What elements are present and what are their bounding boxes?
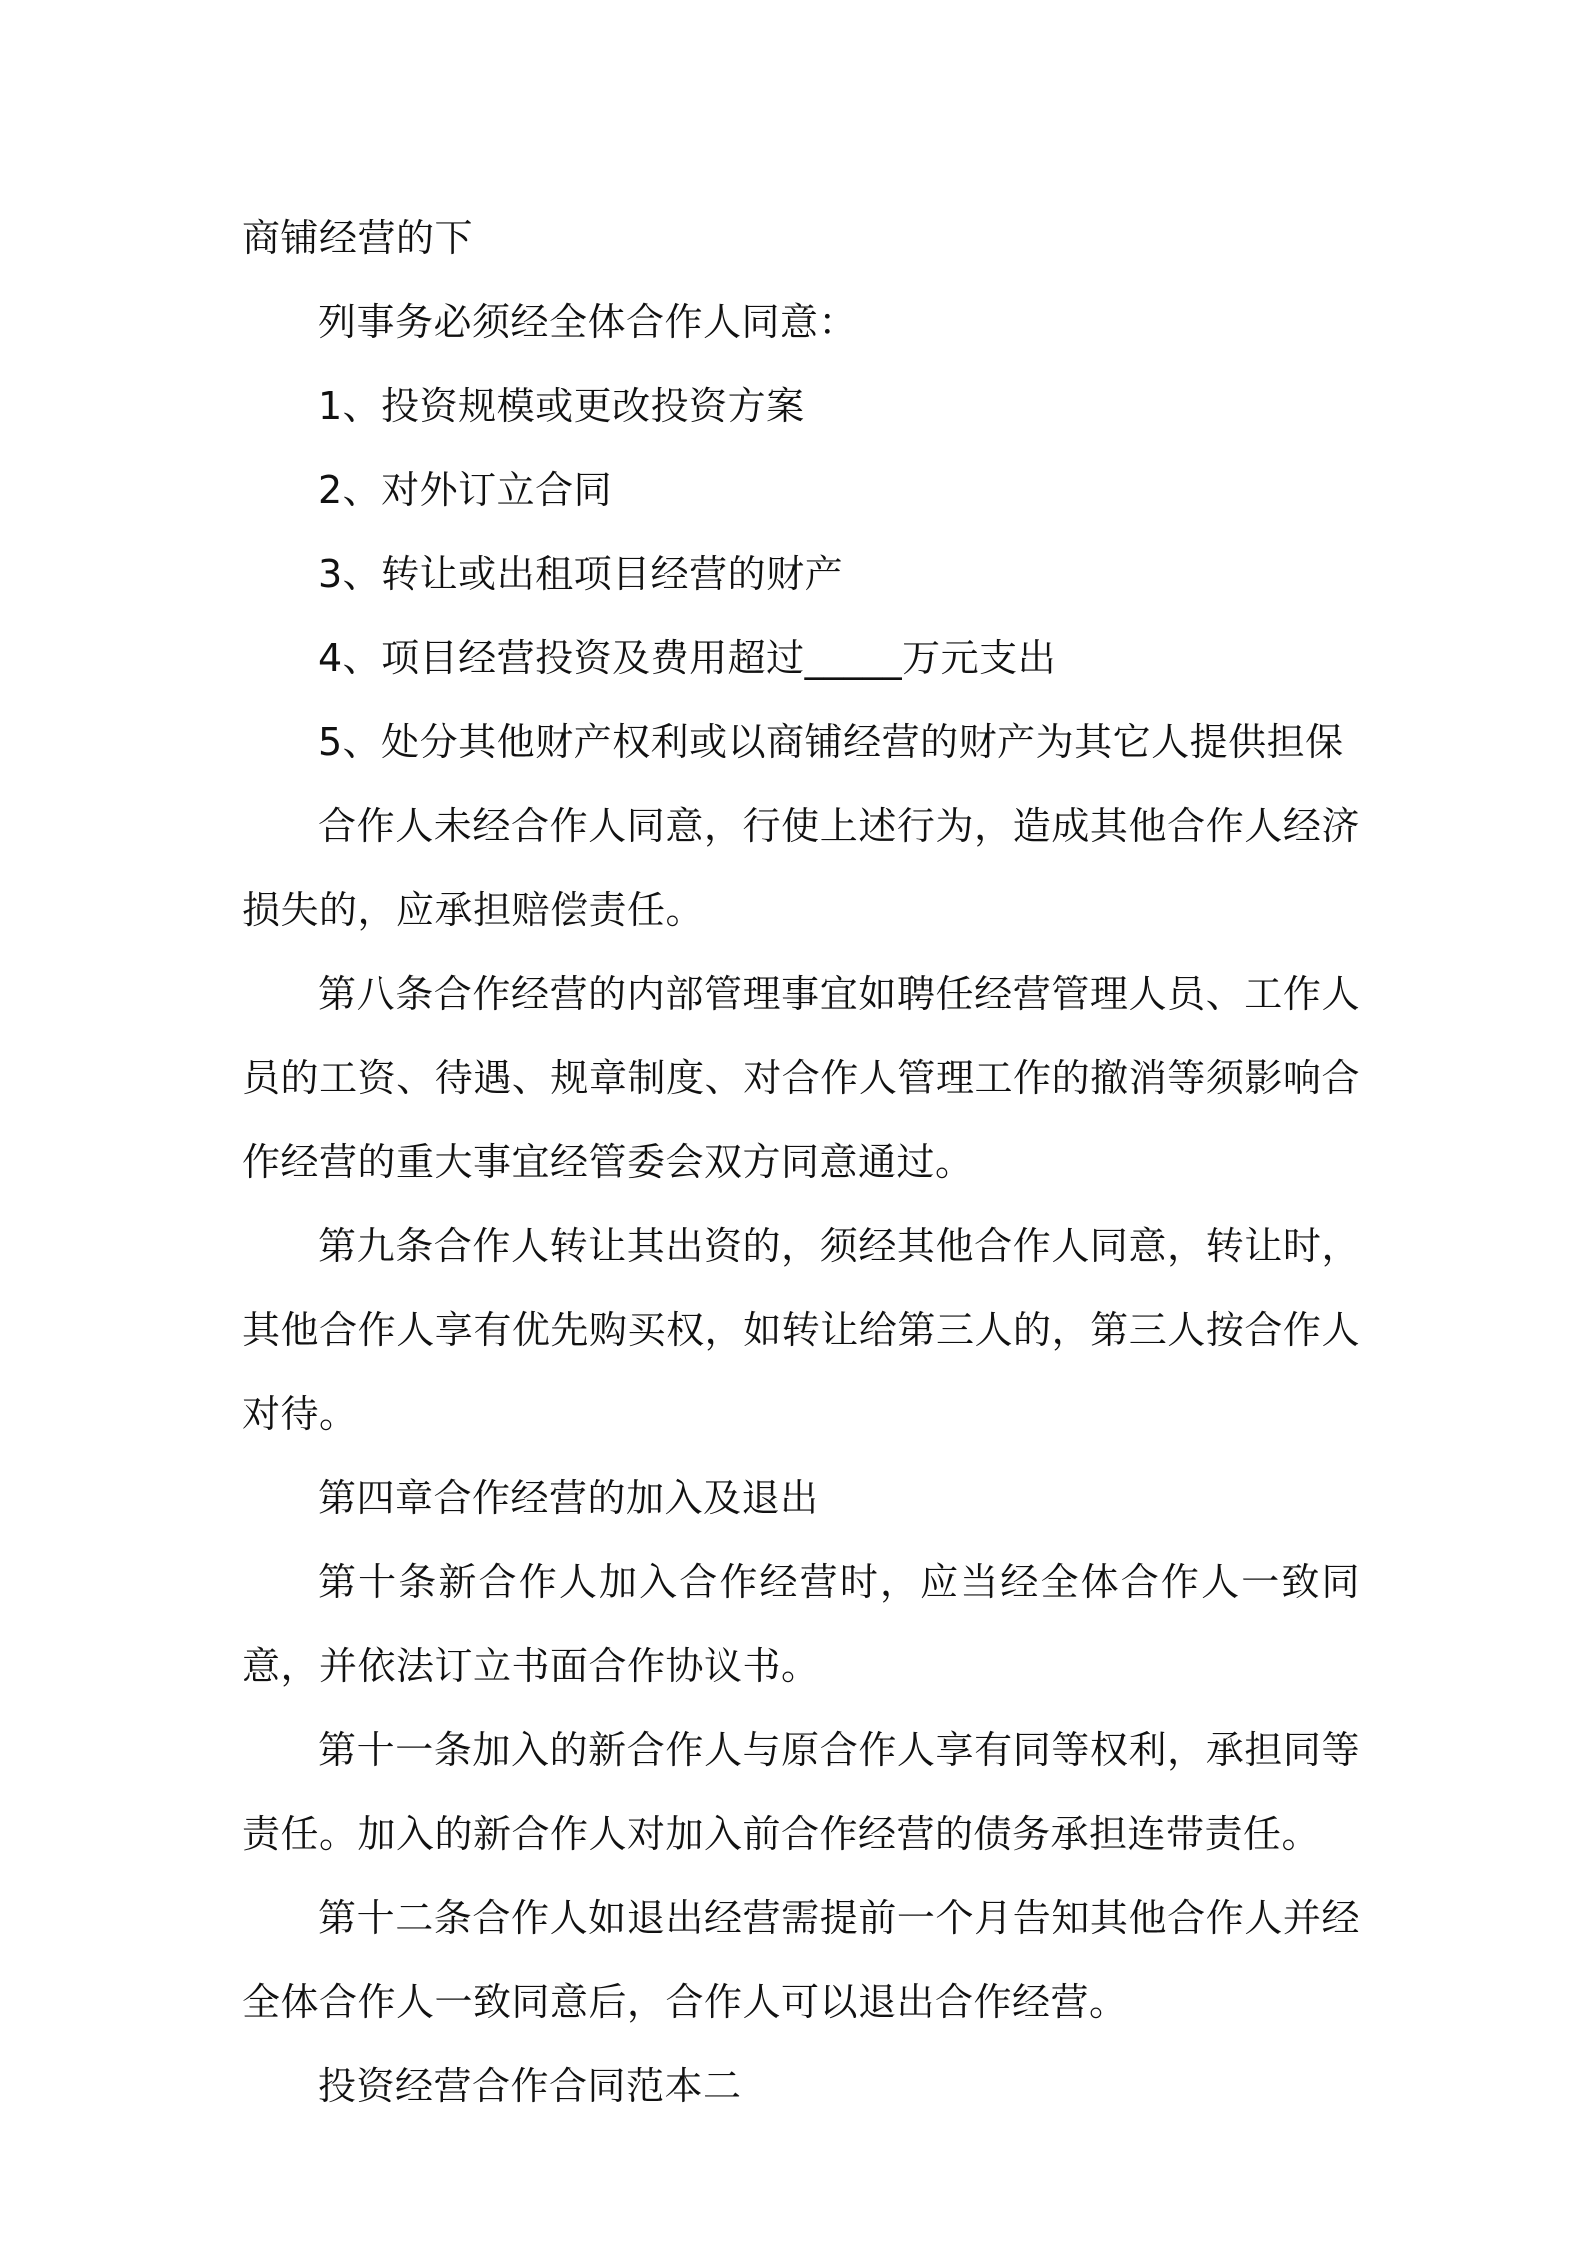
list-item-5: 5、处分其他财产权利或以商铺经营的财产为其它人提供担保 <box>318 720 1344 764</box>
list-item-1: 1、投资规模或更改投资方案 <box>318 384 805 428</box>
paragraph-continuation: 商铺经营的下 <box>242 216 474 260</box>
template-2-heading: 投资经营合作合同范本二 <box>318 2064 742 2108</box>
list-item-2: 2、对外订立合同 <box>318 468 613 512</box>
article-9: 第九条合作人转让其出资的，须经其他合作人同意，转让时，其他合作人享有优先购买权，如转让给第三人的，第三人按合作人对待。 <box>242 1224 1360 1436</box>
list-item-3: 3、转让或出租项目经营的财产 <box>318 552 844 596</box>
article-12: 第十二条合作人如退出经营需提前一个月告知其他合作人并经全体合作人一致同意后，合作人可以退出合作经营。 <box>242 1896 1360 2024</box>
document-body <box>242 196 1360 2128</box>
article-8: 第八条合作经营的内部管理事宜如聘任经营管理人员、工作人员的工资、待遇、规章制度、对合作人管理工作的撤消等须影响合作经营的重大事宜经管委会双方同意通过。 <box>242 972 1360 1184</box>
list-item-4: 4、项目经营投资及费用超过_____万元支出 <box>318 636 1057 680</box>
paragraph-liability: 合作人未经合作人同意，行使上述行为，造成其他合作人经济损失的，应承担赔偿责任。 <box>242 804 1360 932</box>
chapter-4-heading: 第四章合作经营的加入及退出 <box>318 1476 819 1520</box>
paragraph-matters-intro: 列事务必须经全体合作人同意： <box>318 300 858 344</box>
article-11: 第十一条加入的新合作人与原合作人享有同等权利，承担同等责任。加入的新合作人对加入前合作经营的债务承担连带责任。 <box>242 1728 1360 1856</box>
article-10: 第十条新合作人加入合作经营时，应当经全体合作人一致同意，并依法订立书面合作协议书。 <box>242 1560 1360 1688</box>
